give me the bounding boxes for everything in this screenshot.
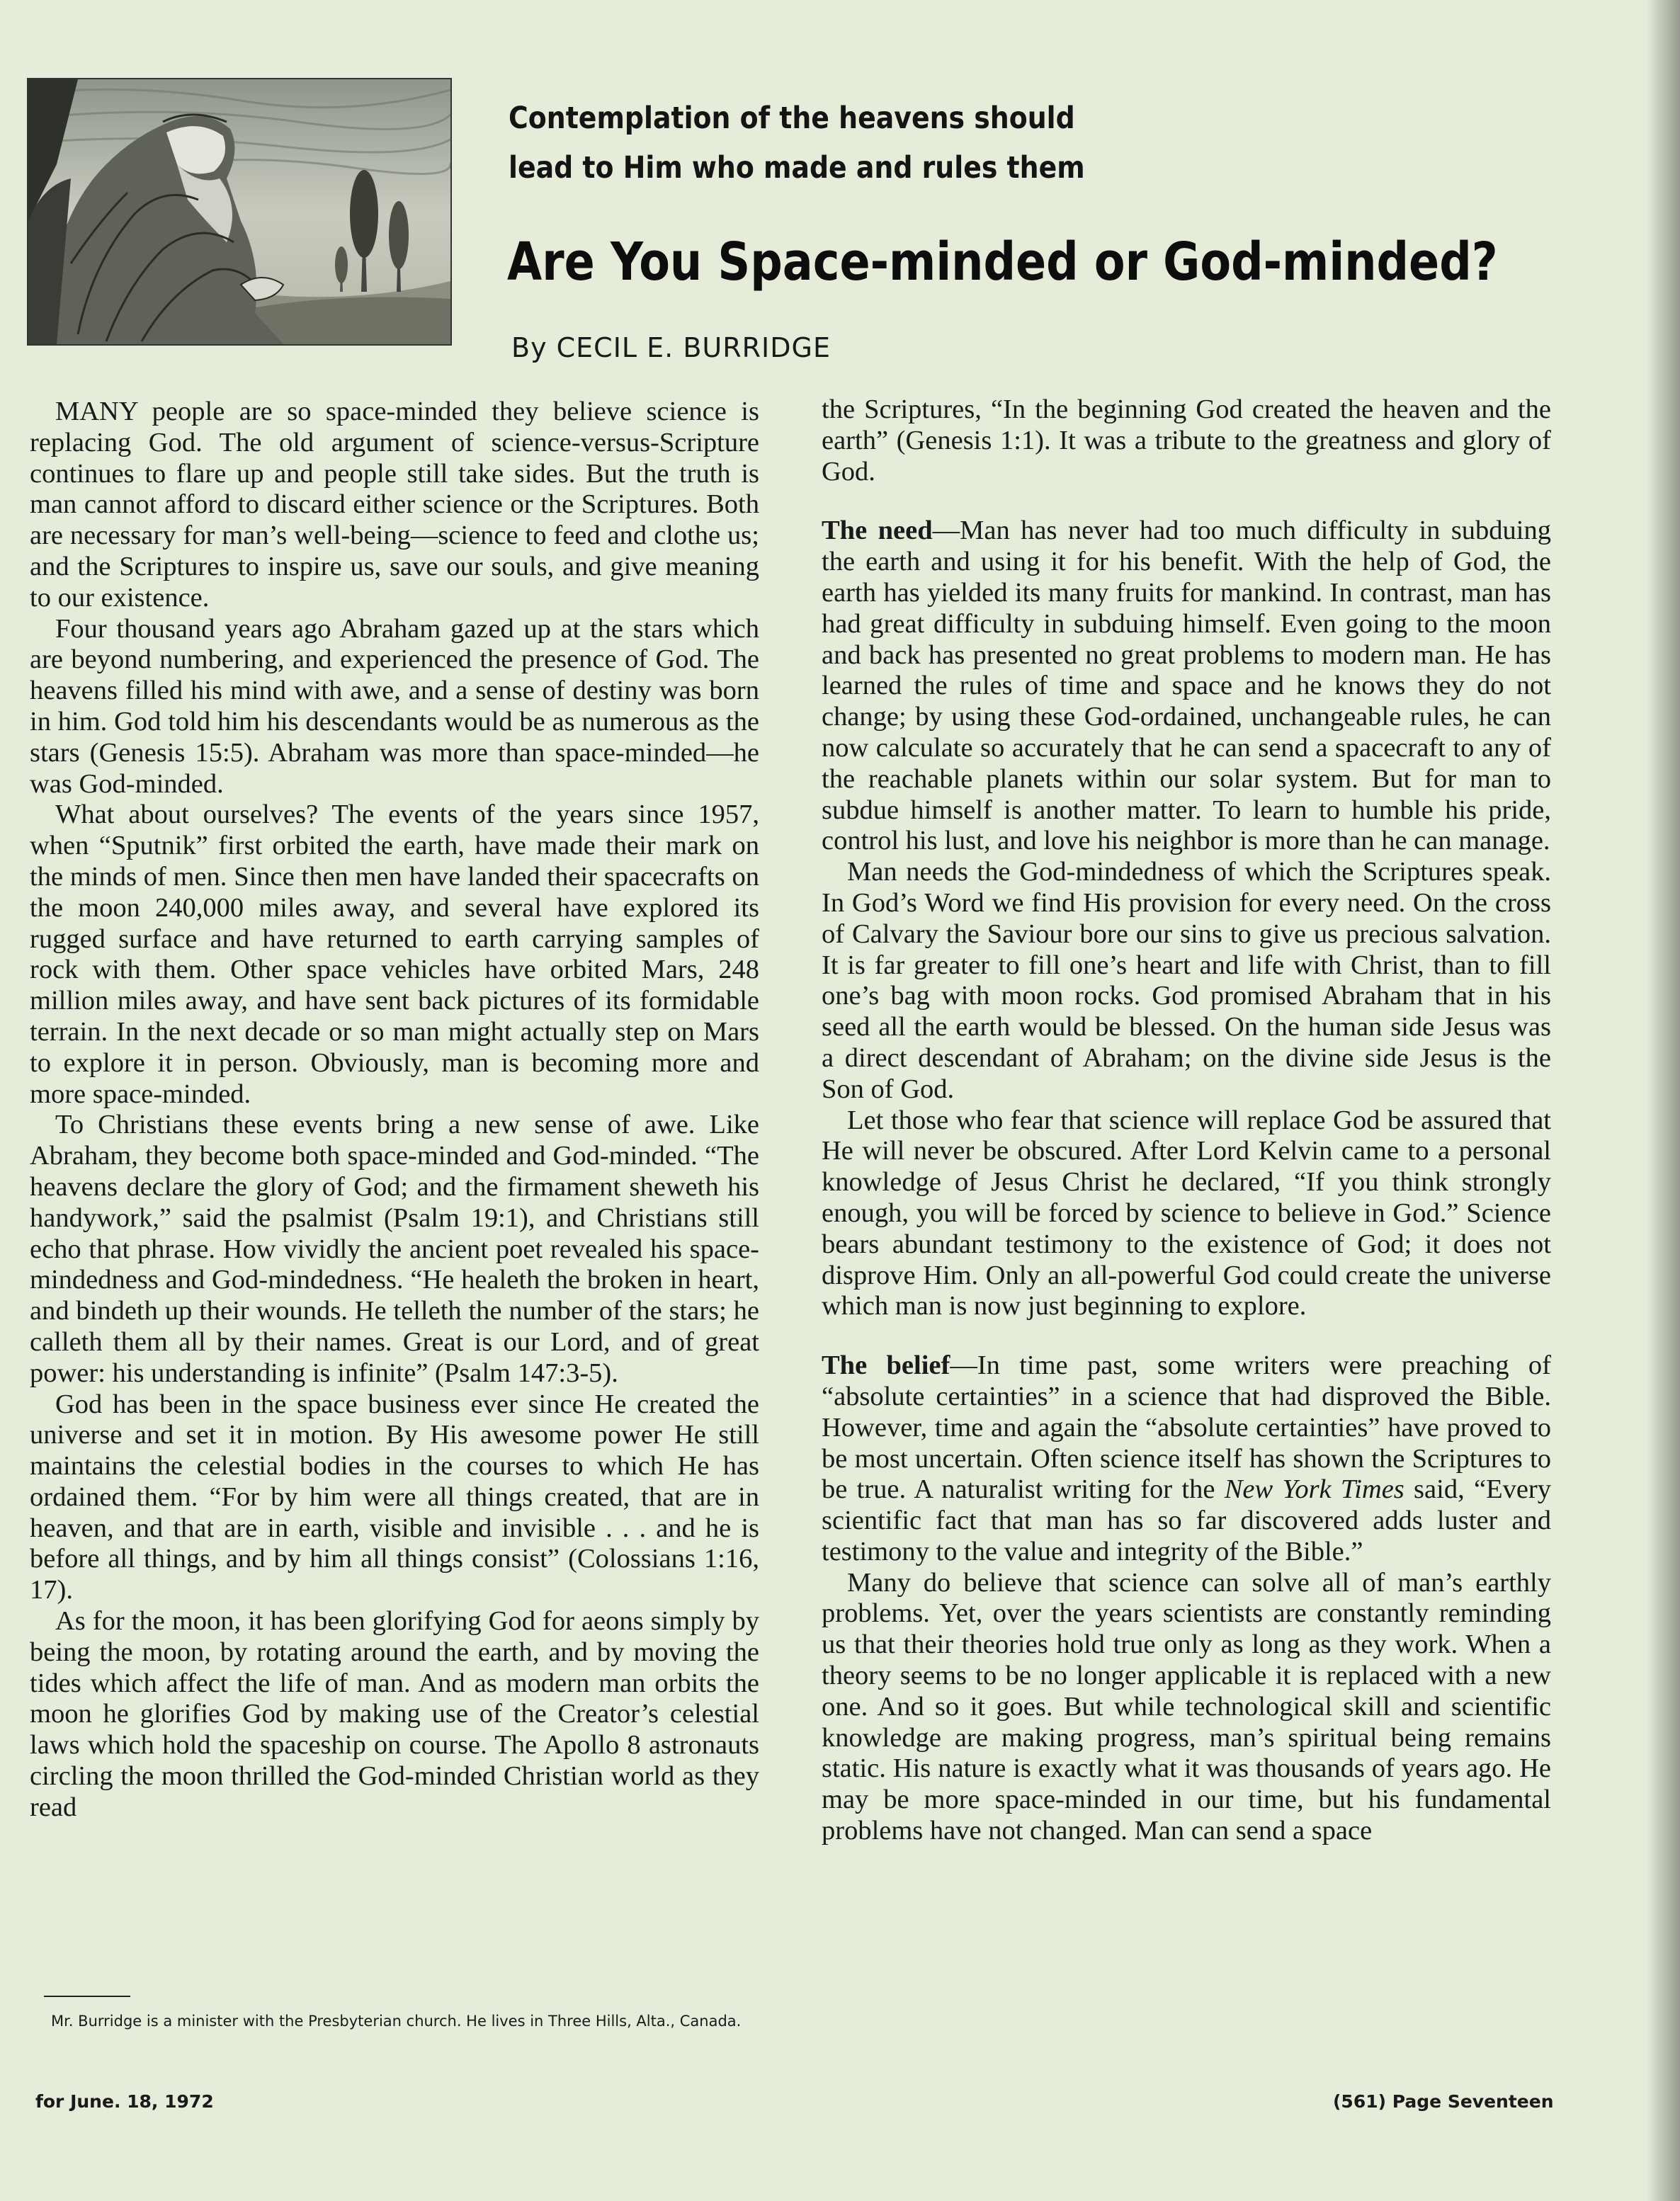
section-belief <box>822 1350 1551 1568</box>
paragraph-god-mindedness: Man needs the God-mindedness of which the Scriptures speak. In God’s Word we find His provision for every need. On the cross of Calvary the Saviour bore our sins to give us precious salvation. It is far greater to fill one’s heart and life with Christ, than to fill one’s bag with moon rocks. God promised Abraham that in his seed all the earth would be blessed. On the human side Jesus was a direct descendant of Abraham; on the divine side Jesus is the Son of God. <box>822 857 1551 1104</box>
paragraph-space-business: God has been in the space business ever since He created the universe and set it in motion. By His awesome power He still maintains the celestial bodies in the courses to which He has ordained them. “For by him were all things created, that are in heaven, and that are in earth, visible and invisible . . . and he is before all things, and by him all things consist” (Colossians 1:16, 17). <box>30 1389 759 1605</box>
left-column <box>30 397 759 1824</box>
footnote-divider <box>44 1996 130 1997</box>
illustration-artwork <box>28 79 450 344</box>
section-need <box>822 516 1551 857</box>
right-column <box>822 394 1551 1847</box>
article-title: Are You Space-minded or God-minded? <box>507 232 1498 292</box>
byline: By CECIL E. BURRIDGE <box>511 332 831 363</box>
section-belief-text-after: said, “Every scientific fact that man has so far discovered adds luster and testimony to the value and integrity of the Bible.” <box>822 1474 1551 1566</box>
issue-date: for June. 18, 1972 <box>35 2091 214 2112</box>
paragraph-christians: To Christians these events bring a new sense of awe. Like Abraham, they become both space-minded and God-minded. “The heavens declare the glory of God; and the firmament sheweth his handywork,” said the psalmist (Psalm 19:1), and Christians still echo that phrase. How vividly the ancient poet revealed his space-mindedness and God-mindedness. “He healeth the broken in heart, and bindeth up their wounds. He telleth the number of the stars; he calleth them all by their names. Great is our Lord, and of great power: his understanding is infinite” (Psalm 147:3-5). <box>30 1110 759 1388</box>
kicker <box>509 93 1132 193</box>
paragraph-kelvin: Let those who fear that science will replace God be assured that He will never be obscured. After Lord Kelvin came to a personal knowledge of Jesus Christ he declared, “If you think strongly enough, you will be forced by science to believe in God.” Science bears abundant testimony to the existence of God; it does not disprove Him. Only an all-powerful God could create the universe which man is now just beginning to explore. <box>822 1105 1551 1321</box>
paragraph-continuation: the Scriptures, “In the beginning God created the heaven and the earth” (Genesis 1:1). It was a tribute to the greatness and glory of God. <box>822 394 1551 487</box>
author-footnote: Mr. Burridge is a minister with the Presbyterian church. He lives in Three Hills, Alta., Canada. <box>51 2013 742 2030</box>
page-number: (561) Page Seventeen <box>1333 2091 1554 2112</box>
paragraph-intro: MANY people are so space-minded they believe science is replacing God. The old argument of science-versus-Scripture continues to flare up and people still take sides. But the truth is man cannot afford to discard either science or the Scriptures. Both are necessary for man’s well-being—science to feed and clothe us; and the Scriptures to inspire us, save our souls, and give meaning to our existence. <box>30 397 759 613</box>
newspaper-name: New York Times <box>1224 1474 1404 1505</box>
section-lead-need: The need <box>822 516 933 546</box>
paragraph-moon: As for the moon, it has been glorifying God for aeons simply by being the moon, by rotating around the earth, and by moving the tides which affect the life of man. And as modern man orbits the moon he glorifies God by making use of the Creator’s celestial laws which hold the spaceship on course. The Apollo 8 astronauts circling the moon thrilled the God-minded Christian world as they read <box>30 1606 759 1822</box>
paragraph-sputnik: What about ourselves? The events of the years since 1957, when “Sputnik” first orbited the earth, have made their mark on the minds of men. Since then men have landed their spacecrafts on the moon 240,000 miles away, and several have explored its rugged surface and have returned to earth carrying samples of rock with them. Other space vehicles have orbited Mars, 248 million miles away, and have sent back pictures of its formidable terrain. In the next decade or so man might actually step on Mars to explore it in person. Obviously, man is becoming more and more space-minded. <box>30 800 759 1109</box>
paragraph-science-problems: Many do believe that science can solve all of man’s earthly problems. Yet, over the years scientists are constantly reminding us that their theories hold true only as long as they work. When a theory seems to be no longer applicable it is replaced with a new one. And so it goes. But while technological skill and scientific knowledge are making progress, man’s spiritual being remains static. His nature is exactly what it was thousands of years ago. He may be more space-minded in our time, but his fundamental problems have not changed. Man can send a space <box>822 1567 1551 1846</box>
abraham-gazing-illustration <box>27 78 452 346</box>
page-edge-shadow <box>1646 0 1680 2201</box>
paragraph-abraham: Four thousand years ago Abraham gazed up at the stars which are beyond numbering, and experienced the presence of God. The heavens filled his mind with awe, and a sense of destiny was born in him. God told him his descendants would be as numerous as the stars (Genesis 15:5). Abraham was more than space-minded—he was God-minded. <box>30 613 759 799</box>
section-belief-text-before: —In time past, some writers were preaching of “absolute certainties” in a science that had disproved the Bible. However, time and again the “absolute certainties” have proved to be most uncertain. Often science itself has shown the Scriptures to be true. A naturalist writing for the <box>822 1350 1551 1505</box>
kicker-line-2: lead to Him who made and rules them <box>509 150 1085 186</box>
section-lead-belief: The belief <box>822 1350 950 1381</box>
section-need-text: —Man has never had too much difficulty in subduing the earth and using it for his benefit. With the help of God, the earth has yielded its many fruits for mankind. In contrast, man has had great difficulty in subduing himself. Even going to the moon and back has presented no great problems to modern man. He has learned the rules of time and space and he knows they do not change; by using these God-ordained, unchangeable rules, he can now calculate so accurately that he can send a spacecraft to any of the reachable planets within our solar system. But for man to subdue himself is another matter. To learn to humble his pride, control his lust, and love his neighbor is more than he can manage. <box>822 516 1552 856</box>
kicker-line-1: Contemplation of the heavens should <box>509 101 1075 136</box>
